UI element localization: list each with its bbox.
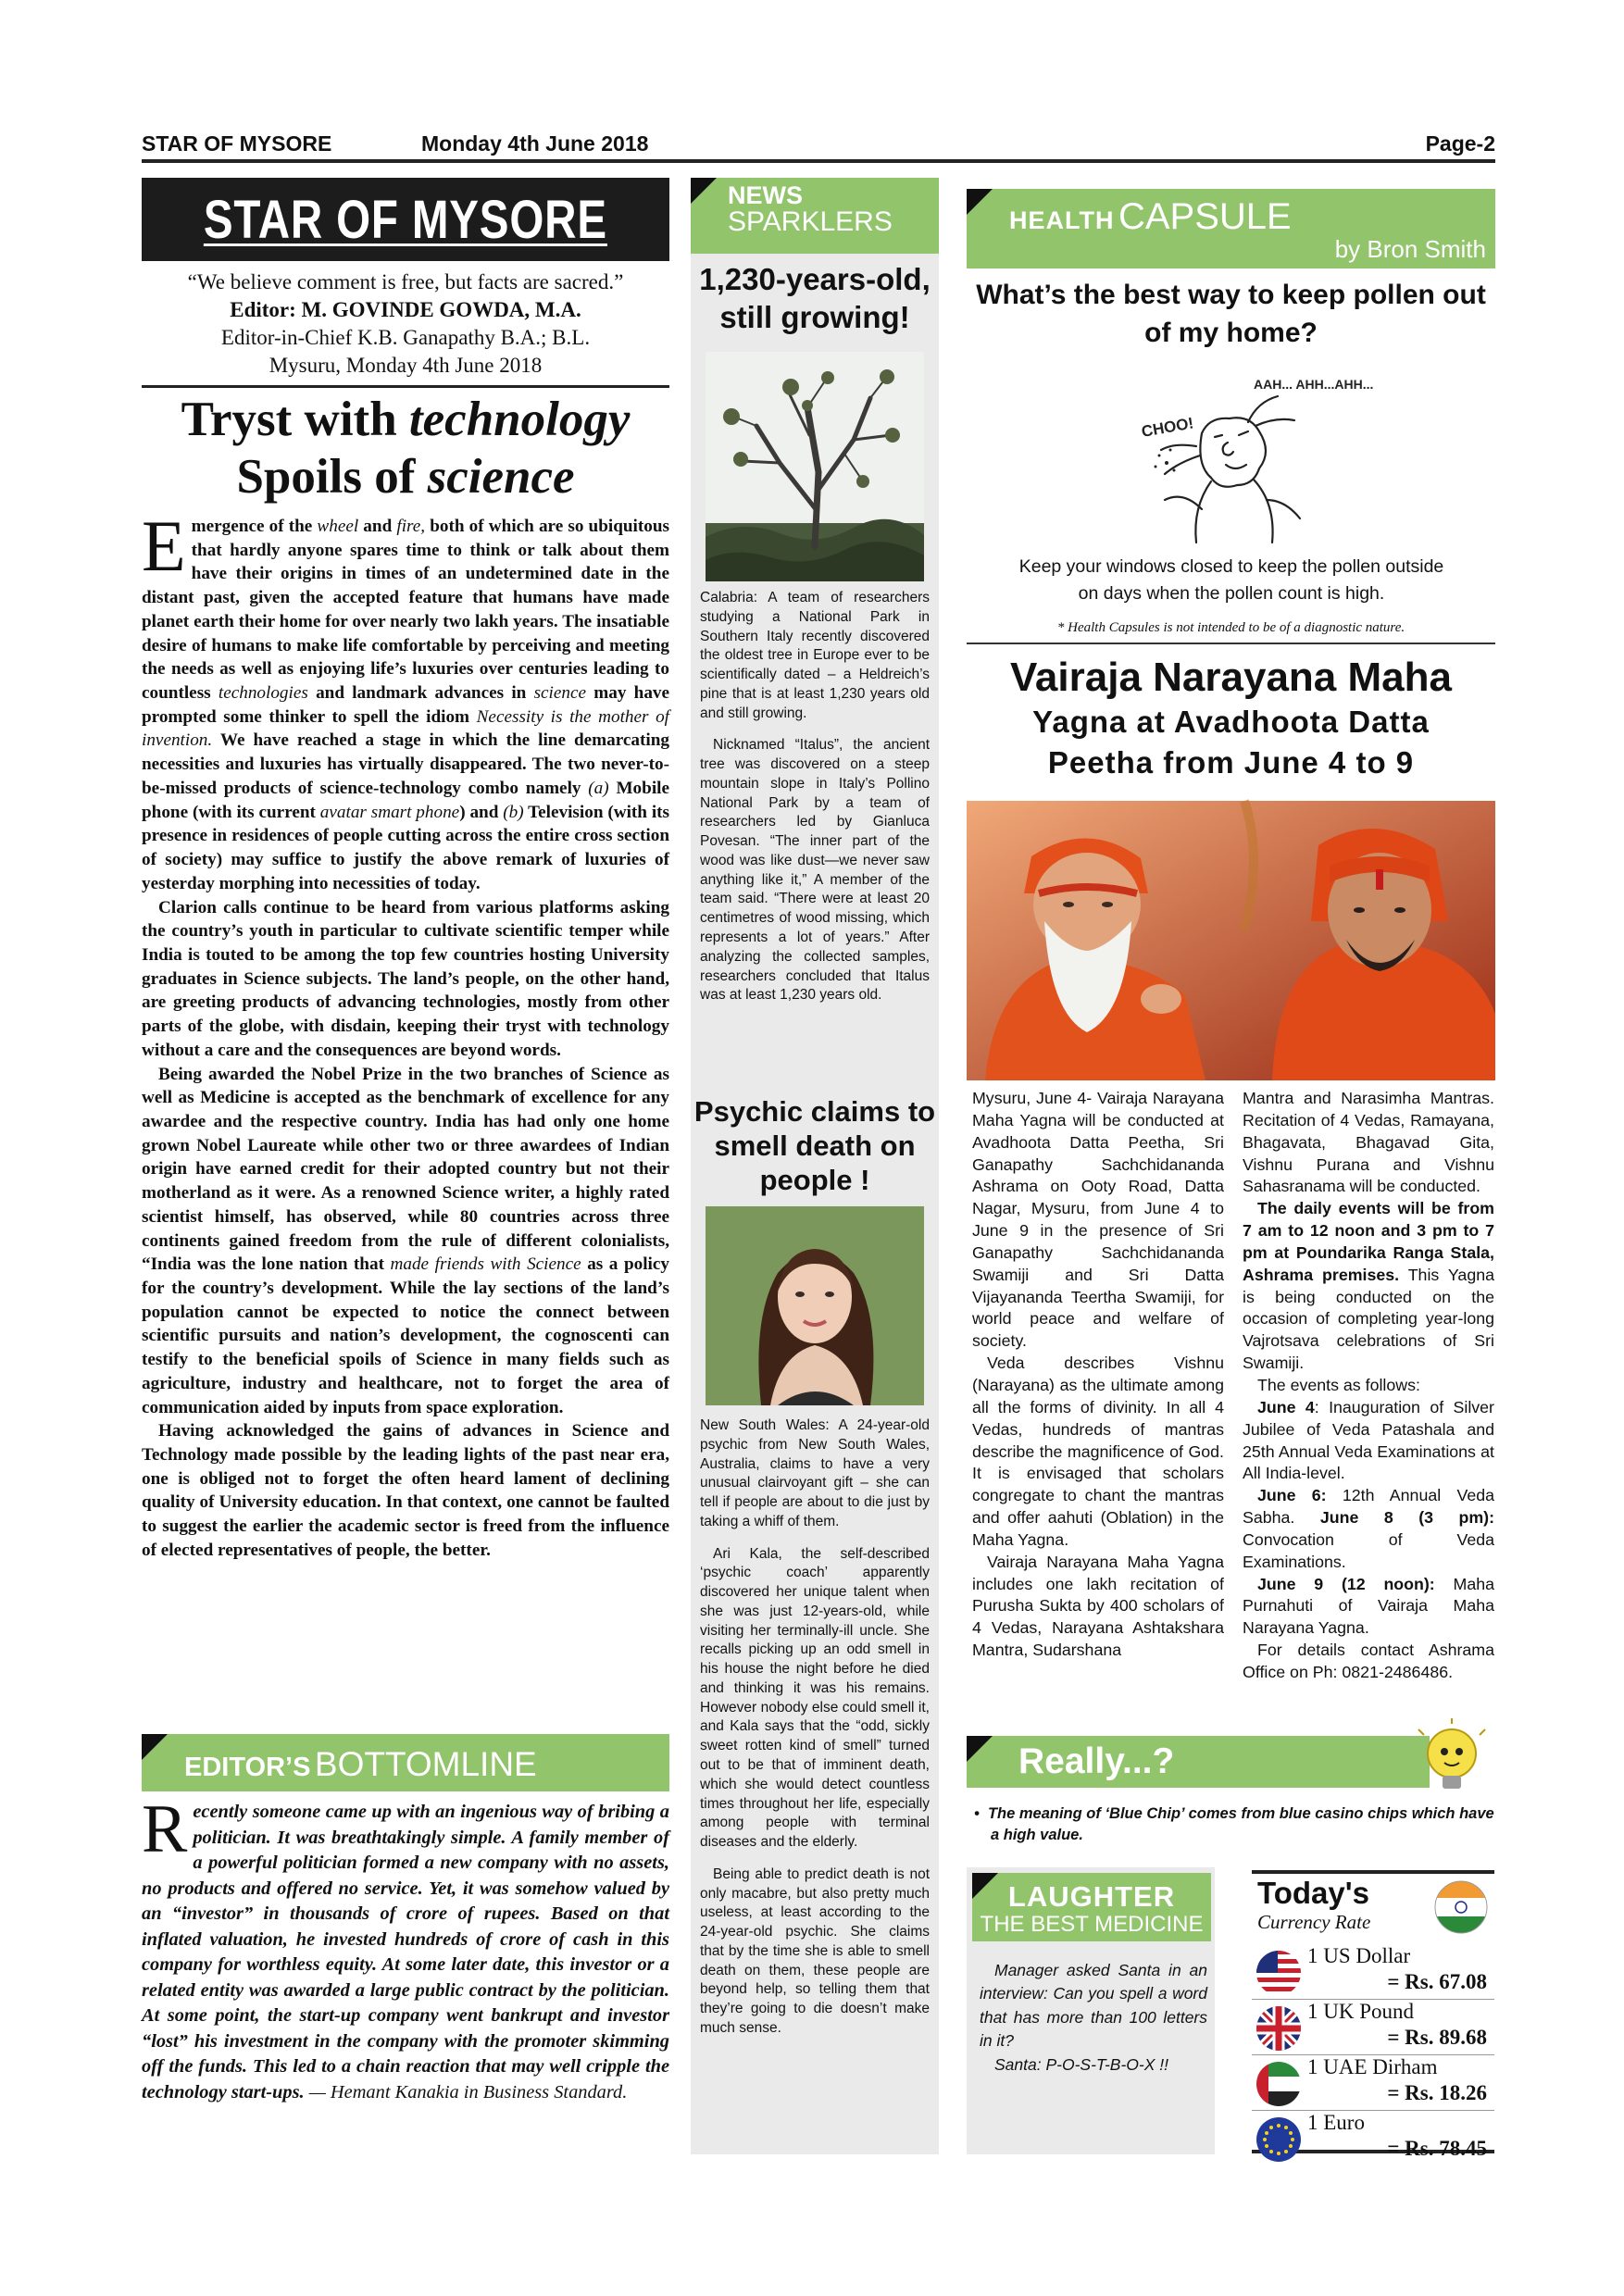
page-header bbox=[142, 131, 1495, 163]
health-answer: Keep your windows closed to keep the pollen outside on days when the pollen count is high. bbox=[1018, 556, 1444, 605]
masthead-logo: STAR OF MYSORE bbox=[142, 178, 669, 261]
masthead-motto: “We believe comment is free, but facts are sacred.” bbox=[187, 270, 624, 293]
health-disclaimer: * Health Capsules is not intended to be of a diagnostic nature. bbox=[1056, 620, 1405, 635]
masthead-divider bbox=[142, 385, 669, 388]
psychic-portrait-photo bbox=[706, 1206, 924, 1405]
currency-rows bbox=[1252, 1944, 1494, 2166]
us-flag-icon bbox=[1255, 1950, 1302, 1996]
currency-row-usd: 1 US Dollar = Rs. 67.08 bbox=[1252, 1944, 1494, 2000]
bottomline-header: EDITOR’S BOTTOMLINE bbox=[142, 1734, 669, 1791]
news-story2-title: Psychic claims to smell death on people ! bbox=[693, 1095, 936, 1197]
laughter-joke: Manager asked Santa in an interview: Can you spell a word that has more than 100 letters in it? Santa: P-O-S-T-B-O-X !! bbox=[980, 1961, 1207, 2074]
header-paper-name: STAR OF MYSORE bbox=[142, 131, 332, 156]
yagna-body-left: Mysuru, June 4- Vairaja Narayana Maha Yagna will be conducted at Avadhoota Datta Peetha, Sri Ganapathy Sachchidananda Ashrama on Ooty Road, Datta Nagar, Mysuru, from June 4 to June 9 in the presence of Sri Ganapathy Sachchidananda Swamiji and Sri Datta Vijayananda Teertha Swamiji, for world peace and welfare of society. Veda describes Vishnu (Narayana) as the ultimate among all the forms of divinity. In all 4 Vedas, hundreds of mantras describe the magnificence of God. It is envisaged that scholars congregate to chant the mantras and offer aahuti (Oblation) in the Maha Yagna. Vairaja Narayana Maha Yagna includes one lakh recitation of Purusha Sukta by 400 scholars of 4 Vedas, Narayana Ashtakshara Mantra, Sudarshana bbox=[972, 1089, 1224, 1660]
india-flag-icon bbox=[1433, 1879, 1489, 1935]
news-story1-body: Calabria: A team of researchers studying a National Park in Southern Italy recently discovered the oldest tree in Europe ever to be scientifically dated – a Heldreich’s pine that is at least 1,230 years old and still growing. Nicknamed “Italus”, the ancient tree was discovered on a steep mountain slope in Italy’s Pollino National Park by a team of researchers led by Gianluca Povesan. “The inner part of the wood was like dust—we never saw anything like it,” A member of the team said. “There were at least 20 centimetres of wood missing, which represents a lot of years.” After analyzing the collected samples, researchers concluded that Italus was at least 1,230 years old. bbox=[700, 590, 930, 1004]
masthead-chief: Editor-in-Chief K.B. Ganapathy B.A.; B.L. bbox=[220, 325, 591, 349]
editorial-title: Tryst with technology Spoils of science bbox=[181, 393, 631, 504]
masthead-info bbox=[142, 268, 669, 380]
cartoon-aah-text: AAH... AHH...AHH... bbox=[1254, 377, 1374, 392]
currency-row-gbp: 1 UK Pound = Rs. 89.68 bbox=[1252, 2000, 1494, 2055]
editorial-p3: Being awarded the Nobel Prize in the two branches of Science as well as Medicine is accepted as the benchmark of excellence for any awardee and the respective country. India has had only one home grown Nobel Laureate while other two or three awardees of Indian origin have earned credit for their adopted country but not their motherland as it were. As a renowned Science writer, a highly rated scientist himself, has observed, while 80 countries across three continents gained freedom from the rule of different colonialists, “India was the lone nation that made friends with Science as a policy for the country’s development. While the lay sections of the land’s population cannot be expected to notice the connect between scientific pursuits and nation’s development, the cognoscenti can testify to the beneficial spoils of Science in many fields such as agriculture, industry and healthcare, not to forget the area of communication aided by inputs from space exploration. bbox=[142, 1064, 669, 1417]
lightbulb-icon bbox=[1417, 1722, 1491, 1796]
health-divider bbox=[967, 643, 1495, 644]
masthead-editor: Editor: M. GOVINDE GOWDA, M.A. bbox=[230, 297, 581, 321]
old-tree-photo bbox=[706, 352, 924, 581]
sneeze-cartoon bbox=[1137, 361, 1374, 544]
yagna-headline: Vairaja Narayana Maha Yagna at Avadhoota Datta Peetha from June 4 to 9 bbox=[1010, 655, 1452, 780]
uae-flag-icon bbox=[1255, 2061, 1302, 2107]
cartoon-choo-text: CHOO! bbox=[1140, 414, 1195, 441]
health-question: What’s the best way to keep pollen out of my home? bbox=[976, 280, 1486, 349]
masthead-dateline: Mysuru, Monday 4th June 2018 bbox=[269, 353, 543, 377]
news-sparklers-header: NEWS SPARKLERS bbox=[691, 178, 939, 254]
editorial-body: Emergence of the wheel and fire, both of which are so ubiquitous that hardly anyone spares time to think or talk about them have their origins in times of an undetermined date in the distant past, given the accepted feature that humans have made planet earth their home for over nearly two lakh years. The insatiable desire of humans to make life comfortable by perceiving and meeting the needs as well as enjoying life’s luxuries over centuries leading to countless technologies and landmark advances in science may have prompted some thinker to spell the idiom Necessity is the mother of invention. We have reached a stage in which the line demarcating necessities and luxuries has virtually disappeared. The two never-to-be-missed products of science-technology combo namely (a) Mobile phone (with its current avatar smart phone) and (b) Television (with its presence in residences of people cutting across the entire cross section of society) may suffice to justify the above remark of luxuries of yesterday morphing into necessities of today. Clarion calls continue to be heard from various platforms asking the country’s youth in particular to cultivate scientific temper while India is touted to be among the top few countries hosting University graduates in Science subjects. The land’s people, on the other hand, are greeting products of advancing technologies, mostly from other parts of the globe, with disdain, keeping their tryst with technology without a care and the consequences are beyond words. Being awarded the Nobel Prize in the two branches of Science as well as Medicine is accepted as the benchmark of excellence for any awardee and the respective country. India has had only one home grown Nobel Laureate while other two or three awardees of Indian origin have earned credit for their adopted country but not their motherland as it were. As a renowned Science writer, a highly rated scientist himself, has observed, while 80 countries across three continents gained freedom from the rule of different colonialists, “India was the lone nation that made friends with Science as a policy for the country’s development. While the lay sections of the land’s population cannot be expected to notice the connect between scientific pursuits and nation’s development, the cognoscenti can testify to the beneficial spoils of Science in many fields such as agriculture, industry and healthcare, not to forget the area of communication aided by inputs from space exploration. Having acknowledged the gains of advances in Science and Technology made possible by the leading lights of the past near era, one is obliged not to forget the often heard lament of declining quality of University education. In that context, one cannot be faulted to suggest the earlier the academic sector is freed from the influence of elected representatives of people, the better. bbox=[142, 515, 669, 1563]
news-story2-body: New South Wales: A 24-year-old psychic from New South Wales, Australia, claims to have a very unusual clairvoyant gift – she can tell if people are about to die just by taking a whiff of them. Ari Kala, the self-described ‘psychic coach’ apparently discovered her unique talent when she was just 12-years-old, while visiting her terminally-ill uncle. She recalls picking up an odd smell in his house the night before he died and thinking it was his remains. However nobody else could smell it, and Kala says that the “odd, sickly sweet rotten kind of smell” turned out to be that of imminent death, which she would detect countless times throughout her life, especially among people with terminal diseases and the elderly. Being able to predict death is not only macabre, but also pretty much useless, at least according to the 24-year-old psychic. She claims that by the time she is able to smell death on them, these people are beyond help, so telling them that they’re going to die doesn’t make much sense. bbox=[700, 1417, 930, 2036]
eu-flag-icon bbox=[1255, 2116, 1302, 2163]
yagna-body-right: Mantra and Narasimha Mantras. Recitation of 4 Vedas, Ramayana, Bhagavata, Bhagavad Gita, Vishnu Purana and Vishnu Sahasranama will be conducted. The daily events will be from 7 am to 12 noon and 3 pm to 7 pm at Poundarika Ranga Stala, Ashrama premises. This Yagna is being conducted on the occasion of completing year-long Vajrotsava celebrations of Sri Swamiji. The events as follows: June 4: Inauguration of Silver Jubilee of Veda Patashala and 25th Annual Veda Examinations at All India-level. June 6: 12th Annual Veda Sabha. June 8 (3 pm): Convocation of Veda Examinations. June 9 (12 noon): Maha Purnahuti of Vairaja Maha Narayana Yagna. For details contact Ashrama Office on Ph: 0821-2486486. bbox=[1243, 1089, 1494, 1681]
header-date: Monday 4th June 2018 bbox=[421, 131, 649, 156]
currency-title: Today's bbox=[1257, 1876, 1369, 1910]
laughter-header: LAUGHTER THE BEST MEDICINE bbox=[972, 1873, 1211, 1941]
editorial-dropcap: E bbox=[142, 505, 186, 586]
editorial-p4: Having acknowledged the gains of advances in Science and Technology made possible by the leading lights of the past near era, one is obliged not to forget the often heard lament of declining quality of University education. In that context, one cannot be faulted to suggest the earlier the academic sector is freed from the influence of elected representatives of people, the better. bbox=[142, 1421, 669, 1560]
currency-row-eur: 1 Euro = Rs. 78.45 bbox=[1252, 2111, 1494, 2166]
really-fact: • The meaning of ‘Blue Chip’ comes from blue casino chips which have a high value. bbox=[974, 1805, 1494, 1844]
news-story1-title: 1,230-years-old, still growing! bbox=[699, 262, 931, 334]
bottomline-text: Recently someone came up with an ingenious way of bribing a politician. It was breathtakingly simple. A family member of a powerful politician formed a new company with no assets, no products and offered no service. Yet, it was somehow valued by an “investor” in thousands of crore of rupees. Based on that inflated valuation, he invested hundreds of crore of cash in this company for worthless equity. At some later date, this investor or a related entity was awarded a large public contract by the politician. At some point, the start-up company went bankrupt and investor “lost” his investment in the company with the promoter skimming off the funds. This led to a chain reaction that may well cripple the technology start-ups. — Hemant Kanakia in Business Standard. bbox=[142, 1791, 669, 2103]
uk-flag-icon bbox=[1255, 2005, 1302, 2052]
header-page-number: Page-2 bbox=[1425, 131, 1495, 156]
currency-subtitle: Currency Rate bbox=[1257, 1911, 1371, 1933]
editorial-p2: Clarion calls continue to be heard from various platforms asking the country’s youth in particular to cultivate scientific temper while India is touted to be among the top few countries hosting University graduates in Science subjects. The land’s people, on the other hand, are greeting products of advancing technologies, mostly from other parts of the globe, with disdain, keeping their tryst with technology without a care and the consequences are beyond words. bbox=[142, 897, 669, 1060]
really-header: Really...? bbox=[967, 1736, 1430, 1788]
health-capsule-header: HEALTH CAPSULE by Bron Smith bbox=[967, 189, 1495, 268]
currency-row-aed: 1 UAE Dirham = Rs. 18.26 bbox=[1252, 2055, 1494, 2111]
swamijis-photo bbox=[967, 801, 1495, 1080]
